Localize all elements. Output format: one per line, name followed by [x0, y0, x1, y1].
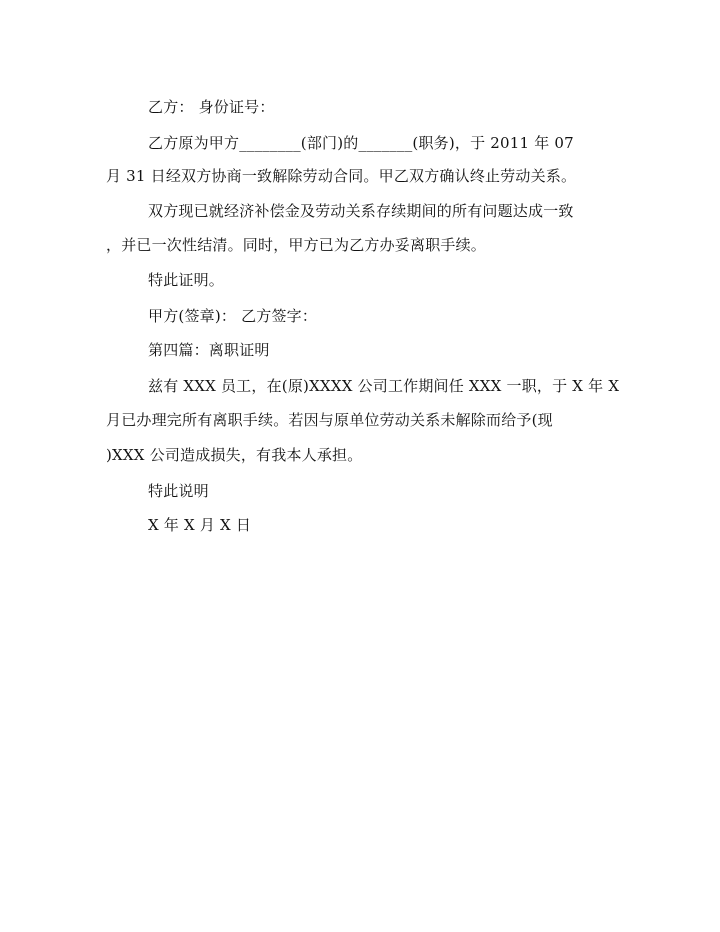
date-line: X 年 X 月 X 日: [148, 516, 252, 534]
paragraph-line: 兹有 XXX 员工，在(原)XXXX 公司工作期间任 XXX 一职，于 X 年 X: [148, 377, 620, 395]
paragraph-line: 双方现已就经济补偿金及劳动关系存续期间的所有问题达成一致: [148, 202, 574, 220]
paragraph-line: 乙方原为甲方________(部门)的_______(职务)，于 2011 年 07: [148, 134, 574, 152]
signature-line: 甲方(签章)： 乙方签字：: [148, 307, 318, 325]
paragraph-line: 月已办理完所有离职手续。若因与原单位劳动关系未解除而给予(现: [106, 411, 553, 429]
party-b-id-line: 乙方： 身份证号：: [148, 98, 275, 116]
paragraph-line: 月 31 日经双方协商一致解除劳动合同。甲乙双方确认终止劳动关系。: [106, 167, 577, 185]
certification-line: 特此证明。: [148, 271, 225, 289]
paragraph-line: )XXX 公司造成损失，有我本人承担。: [106, 446, 363, 464]
section-heading: 第四篇：离职证明: [148, 341, 270, 359]
explanation-line: 特此说明: [148, 482, 209, 500]
paragraph-line: ，并已一次性结清。同时，甲方已为乙方办妥离职手续。: [106, 236, 487, 254]
